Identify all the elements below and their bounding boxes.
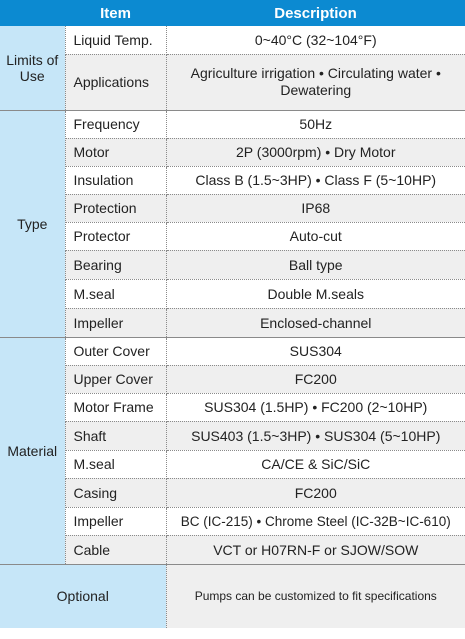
row-desc: IP68 xyxy=(166,194,465,222)
table-row xyxy=(0,478,465,507)
row-desc: BC (IC-215) • Chrome Steel (IC-32B~IC-610) xyxy=(166,507,465,535)
row-item: Insulation xyxy=(65,166,166,194)
row-desc: Auto-cut xyxy=(166,222,465,250)
table-row xyxy=(0,54,465,110)
table-row xyxy=(0,308,465,337)
row-item: Bearing xyxy=(65,250,166,279)
row-desc: SUS403 (1.5~3HP) • SUS304 (5~10HP) xyxy=(166,421,465,450)
row-desc: Agriculture irrigation • Circulating water • Dewatering xyxy=(166,54,465,110)
row-item: Liquid Temp. xyxy=(65,26,166,54)
row-item: Cable xyxy=(65,535,166,564)
row-item: M.seal xyxy=(65,450,166,478)
row-desc: FC200 xyxy=(166,365,465,393)
row-item: Upper Cover xyxy=(65,365,166,393)
row-item: Motor xyxy=(65,138,166,166)
row-desc: Double M.seals xyxy=(166,279,465,308)
table-row xyxy=(0,365,465,393)
row-item: Frequency xyxy=(65,110,166,138)
row-desc: FC200 xyxy=(166,478,465,507)
row-desc: Ball type xyxy=(166,250,465,279)
row-desc: 0~40°C (32~104°F) xyxy=(166,26,465,54)
row-desc: 50Hz xyxy=(166,110,465,138)
row-item: Motor Frame xyxy=(65,393,166,421)
row-item: Applications xyxy=(65,54,166,110)
row-desc: SUS304 (1.5HP) • FC200 (2~10HP) xyxy=(166,393,465,421)
table-row xyxy=(0,337,465,365)
row-item: Protector xyxy=(65,222,166,250)
table-row xyxy=(0,421,465,450)
header-row xyxy=(0,0,465,26)
table-row xyxy=(0,222,465,250)
table-row xyxy=(0,450,465,478)
group-material: Material xyxy=(0,337,65,564)
row-desc: VCT or H07RN-F or SJOW/SOW xyxy=(166,535,465,564)
optional-row xyxy=(0,564,465,628)
optional-label: Optional xyxy=(0,564,166,628)
table-row xyxy=(0,393,465,421)
header-blank-cell xyxy=(0,0,65,26)
row-item: Impeller xyxy=(65,507,166,535)
table-row xyxy=(0,279,465,308)
row-desc: 2P (3000rpm) • Dry Motor xyxy=(166,138,465,166)
row-item: Impeller xyxy=(65,308,166,337)
row-desc: CA/CE & SiC/SiC xyxy=(166,450,465,478)
table-row xyxy=(0,26,465,54)
row-item: Casing xyxy=(65,478,166,507)
header-description: Description xyxy=(166,0,465,26)
table-row xyxy=(0,194,465,222)
row-item: Outer Cover xyxy=(65,337,166,365)
group-limits-of-use: Limits of Use xyxy=(0,26,65,110)
group-type: Type xyxy=(0,110,65,337)
table-row xyxy=(0,535,465,564)
row-item: Protection xyxy=(65,194,166,222)
table-row xyxy=(0,110,465,138)
row-desc: Enclosed-channel xyxy=(166,308,465,337)
header-item: Item xyxy=(65,0,166,26)
table-row xyxy=(0,166,465,194)
optional-desc: Pumps can be customized to fit specifications xyxy=(166,564,465,628)
table-row xyxy=(0,507,465,535)
row-desc: SUS304 xyxy=(166,337,465,365)
row-item: Shaft xyxy=(65,421,166,450)
table-row xyxy=(0,138,465,166)
row-desc: Class B (1.5~3HP) • Class F (5~10HP) xyxy=(166,166,465,194)
row-item: M.seal xyxy=(65,279,166,308)
table-row xyxy=(0,250,465,279)
